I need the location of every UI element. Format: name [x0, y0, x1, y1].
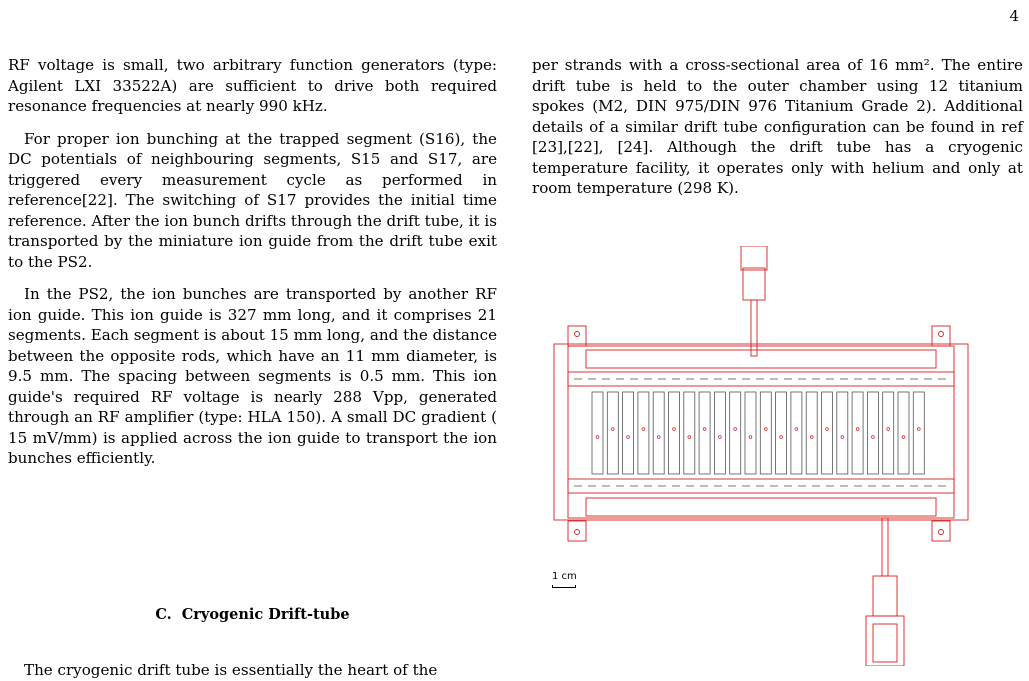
paragraph: per strands with a cross-sectional area of 16 mm². The entire drift tube is held to the outer chamber using 12 titanium spokes (M2, DIN 975/DIN 976 Titanium Grade 2). Additional details of a similar drift tube configuration can be found in ref [23],[22], [24]. Although the drift tube has a cryogenic temperature facility, it operates only with helium and only at room temperature (298 K).: [532, 56, 1023, 197]
paragraph: For proper ion bunching at the trapped segment (S16), the DC potentials of neighbouring segments, S15 and S17, are triggered every measurement cycle as performed in reference[22]. The switching of S17 provides the initial time reference. After the ion bunch drifts through the drift tube, it is transported by the miniature ion guide from the drift tube exit to the PS2.: [8, 129, 497, 271]
paragraph: In the PS2, the ion bunches are transported by another RF ion guide. This ion guide is 327 mm long, and it comprises 21 segments. Each segment is about 15 mm long, and the distance between the opposite rods, which have an 11 mm diameter, is 9.5 mm. The spacing between segments is 0.5 mm. This ion guide's required RF voltage is nearly 288 Vpp, generated through an RF amplifier (type: HLA 150). A small DC gradient ( 15 mV/mm) is applied across the ion guide to transport the ion bunches efficiently.: [8, 285, 497, 467]
section-title: Cryogenic Drift-tube: [181, 606, 350, 623]
electrode-segment: [745, 392, 756, 474]
electrode-segment: [760, 392, 771, 474]
electrode-segment: [867, 392, 878, 474]
segment-screw: [841, 436, 844, 439]
electrode-segment: [806, 392, 817, 474]
electrode-segment: [684, 392, 695, 474]
segment-screw: [673, 428, 676, 431]
segment-screw: [826, 428, 829, 431]
segment-screw: [902, 436, 905, 439]
electrode-segment: [913, 392, 924, 474]
electrode-segment: [699, 392, 710, 474]
electrode-segment: [638, 392, 649, 474]
section-heading: [8, 606, 497, 623]
segment-screw: [780, 436, 783, 439]
segment-screw: [887, 428, 890, 431]
segment-screw: [810, 436, 813, 439]
electrode-segment: [623, 392, 634, 474]
segment-screw: [749, 436, 752, 439]
segment-screw: [764, 428, 767, 431]
segment-screw: [688, 436, 691, 439]
drift-tube-segments: [592, 392, 924, 474]
right-column: [532, 55, 1023, 211]
electrode-segment: [776, 392, 787, 474]
electrode-segment: [883, 392, 894, 474]
segment-screw: [596, 436, 599, 439]
bottom-feedthrough: [866, 518, 904, 666]
segment-screw: [872, 436, 875, 439]
segment-screw: [611, 428, 614, 431]
paragraph: RF voltage is small, two arbitrary function generators (type: Agilent LXI 33522A) are sufficient to drive both required resonance frequencies at nearly 990 kHz.: [8, 56, 497, 115]
segment-screw: [657, 436, 660, 439]
drift-tube-drawing: [546, 246, 976, 666]
electrode-segment: [791, 392, 802, 474]
mounting-brackets: [568, 326, 950, 541]
paragraph-start: The cryogenic drift tube is essentially the heart of the: [24, 661, 438, 679]
electrode-segment: [730, 392, 741, 474]
segment-screw: [642, 428, 645, 431]
top-feedthrough: [741, 246, 767, 356]
scale-bar: [552, 585, 576, 588]
segment-screw: [917, 428, 920, 431]
electrode-rails: [568, 372, 954, 493]
segment-screw: [719, 436, 722, 439]
electrode-segment: [898, 392, 909, 474]
outer-chamber: [554, 344, 968, 520]
electrode-segment: [653, 392, 664, 474]
electrode-segment: [607, 392, 618, 474]
left-column: [8, 55, 497, 481]
segment-screw: [703, 428, 706, 431]
electrode-segment: [669, 392, 680, 474]
segment-screw: [734, 428, 737, 431]
segment-screw: [795, 428, 798, 431]
section-number: C.: [155, 606, 172, 623]
page-number: 4: [1009, 7, 1019, 25]
electrode-segment: [852, 392, 863, 474]
electrode-segment: [822, 392, 833, 474]
scale-label: 1 cm: [552, 571, 577, 582]
electrode-segment: [714, 392, 725, 474]
electrode-segment: [592, 392, 603, 474]
electrode-segment: [837, 392, 848, 474]
segment-screw: [627, 436, 630, 439]
segment-screw: [856, 428, 859, 431]
